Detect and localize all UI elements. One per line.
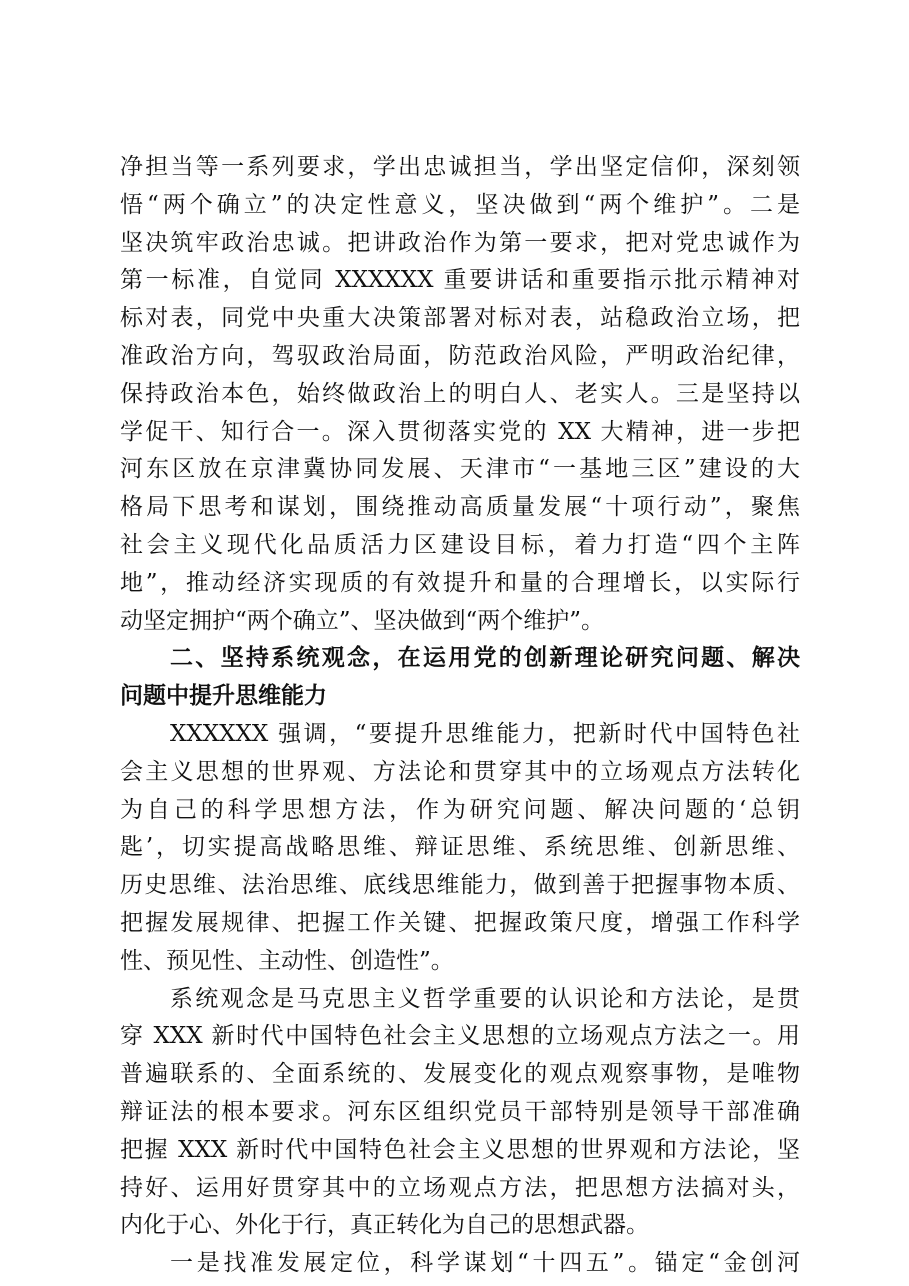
body-text-line: 保持政治本色，始终做政治上的明白人、老实人。三是坚持以 xyxy=(120,380,800,407)
body-text-line: XXXXXX 强调，“要提升思维能力，把新时代中国特色社 xyxy=(170,720,800,747)
body-text-line: 为自己的科学思想方法，作为研究问题、解决问题的‘总钥 xyxy=(120,796,800,823)
body-text-line: 格局下思考和谋划，围绕推动高质量发展“十项行动”，聚焦 xyxy=(120,494,800,521)
body-text-line: 匙’，切实提高战略思维、辩证思维、系统思维、创新思维、 xyxy=(120,834,800,861)
body-text-line: 性、预见性、主动性、创造性”。 xyxy=(120,947,454,974)
body-text-line: 标对表，同党中央重大决策部署对标对表，站稳政治立场，把 xyxy=(120,305,800,332)
document-body xyxy=(120,149,800,1283)
body-text-line: 坚决筑牢政治忠诚。把讲政治作为第一要求，把对党忠诚作为 xyxy=(120,229,800,256)
body-text-line: 河东区放在京津冀协同发展、天津市“一基地三区”建设的大 xyxy=(120,456,800,483)
body-text-line: 动坚定拥护“两个确立”、坚决做到“两个维护”。 xyxy=(120,607,605,634)
body-text-line: 辩证法的根本要求。河东区组织党员干部特别是领导干部准确 xyxy=(120,1098,800,1125)
body-text-line: 社会主义现代化品质活力区建设目标，着力打造“四个主阵 xyxy=(120,531,800,558)
body-text-line: 悟“两个确立”的决定性意义，坚决做到“两个维护”。二是 xyxy=(120,191,800,218)
body-text-line: 学促干、知行合一。深入贯彻落实党的 XX 大精神，进一步把 xyxy=(120,418,800,445)
body-text-line: 第一标准，自觉同 XXXXXX 重要讲话和重要指示批示精神对 xyxy=(120,267,800,294)
section-heading: 二、坚持系统观念，在运用党的创新理论研究问题、解决 xyxy=(170,645,800,672)
body-text-line: 把握发展规律、把握工作关键、把握政策尺度，增强工作科学 xyxy=(120,909,800,936)
body-text-line: 一是找准发展定位，科学谋划“十四五”。锚定“金创河 xyxy=(170,1250,800,1277)
body-text-line: 系统观念是马克思主义哲学重要的认识论和方法论，是贯 xyxy=(170,985,800,1012)
body-text-line: 会主义思想的世界观、方法论和贯穿其中的立场观点方法转化 xyxy=(120,758,800,785)
section-heading: 问题中提升思维能力 xyxy=(120,683,327,710)
body-text-line: 地”，推动经济实现质的有效提升和量的合理增长，以实际行 xyxy=(120,569,800,596)
body-text-line: 穿 XXX 新时代中国特色社会主义思想的立场观点方法之一。用 xyxy=(120,1023,800,1050)
body-text-line: 普遍联系的、全面系统的、发展变化的观点观察事物，是唯物 xyxy=(120,1061,800,1088)
body-text-line: 净担当等一系列要求，学出忠诚担当，学出坚定信仰，深刻领 xyxy=(120,154,800,180)
body-text-line: 历史思维、法治思维、底线思维能力，做到善于把握事物本质、 xyxy=(120,872,800,899)
body-text-line: 内化于心、外化于行，真正转化为自己的思想武器。 xyxy=(120,1212,649,1239)
body-text-line: 把握 XXX 新时代中国特色社会主义思想的世界观和方法论，坚 xyxy=(120,1136,800,1163)
body-text-line: 准政治方向，驾驭政治局面，防范政治风险，严明政治纪律， xyxy=(120,342,800,369)
body-text-line: 持好、运用好贯穿其中的立场观点方法，把思想方法搞对头， xyxy=(120,1174,800,1201)
